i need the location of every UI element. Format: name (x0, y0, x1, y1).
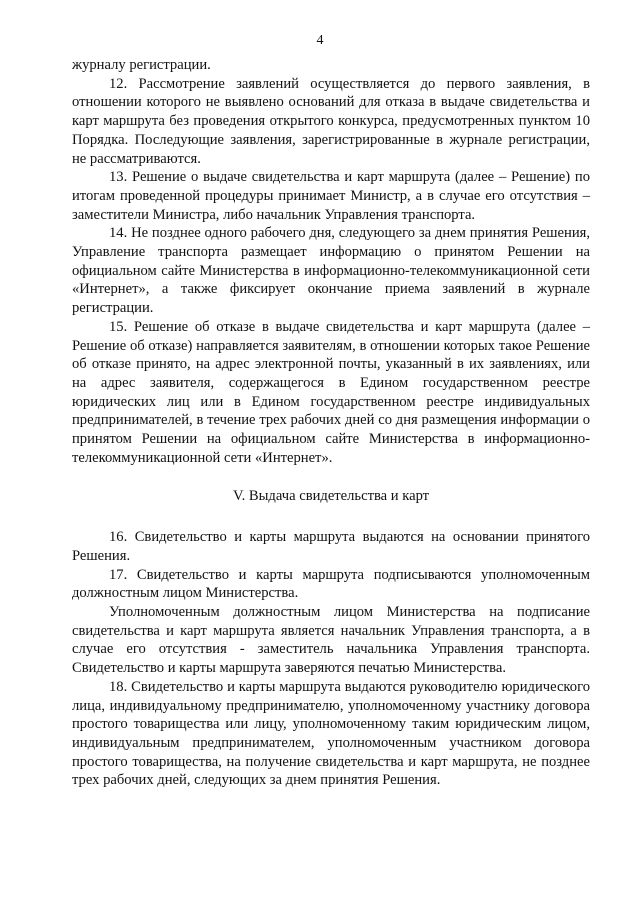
paragraph-12: 12. Рассмотрение заявлений осуществляется до первого заявления, в отношении которого не выявлено оснований для отказа в выдаче свидетельства и карт маршрута без проведения открытого конкурса, предусмотренных пунктом 10 Порядка. Последующие заявления, зарегистрированные в журнале регистрации, не рассматриваются. (72, 75, 590, 167)
paragraph-17-continuation: Уполномоченным должностным лицом Министерства на подписание свидетельства и карт маршрута является начальник Управления транспорта, а в случае его отсутствия - заместитель начальника Управления транспорта. Свидетельство и карты маршрута заверяются печатью Министерства. (72, 603, 590, 677)
page-number: 4 (316, 33, 324, 48)
paragraph-16: 16. Свидетельство и карты маршрута выдаются на основании принятого Решения. (72, 529, 590, 564)
paragraph-15: 15. Решение об отказе в выдаче свидетельства и карт маршрута (далее – Решение об отказе) направляется заявителям, в отношении которых такое Решение об отказе принято, на адрес электронной почты, указанный в их заявлениях, или на адрес заявителя, содержащегося в Едином государственном реестре юридических лиц или в Едином государственном реестре индивидуальных предпринимателей, в течение трех рабочих дней со дня размещения информации о принятом Решении на официальном сайте Министерства в информационно-телекоммуникационной сети «Интернет». (72, 318, 590, 466)
paragraph-14: 14. Не позднее одного рабочего дня, следующего за днем принятия Решения, Управление транспорта размещает информацию о принятом Решении на официальном сайте Министерства в информационно-телекоммуникационной сети «Интернет», а также фиксирует окончание приема заявлений в журнале регистрации. (72, 225, 590, 317)
paragraph-17: 17. Свидетельство и карты маршрута подписываются уполномоченным должностным лицом Министерства. (72, 566, 590, 602)
paragraph-13: 13. Решение о выдаче свидетельства и карт маршрута (далее – Решение) по итогам проведенной процедуры принимает Министр, а в случае его отсутствия – заместители Министра, либо начальник Управления транспорта. (72, 169, 590, 223)
document-body (72, 56, 590, 790)
section-heading: V. Выдача свидетельства и карт (232, 488, 430, 505)
paragraph-18: 18. Свидетельство и карты маршрута выдаются руководителю юридического лица, индивидуальному предпринимателю, уполномоченному участнику договора простого товарищества или лицу, уполномоченному таким юридическим лицом, индивидуальным предпринимателем, уполномоченным участником договора простого товарищества, на получение свидетельства и карт маршрута, не позднее трех рабочих дней, следующих за днем принятия Решения. (72, 678, 590, 789)
paragraph-continuation: журналу регистрации. (72, 57, 211, 73)
